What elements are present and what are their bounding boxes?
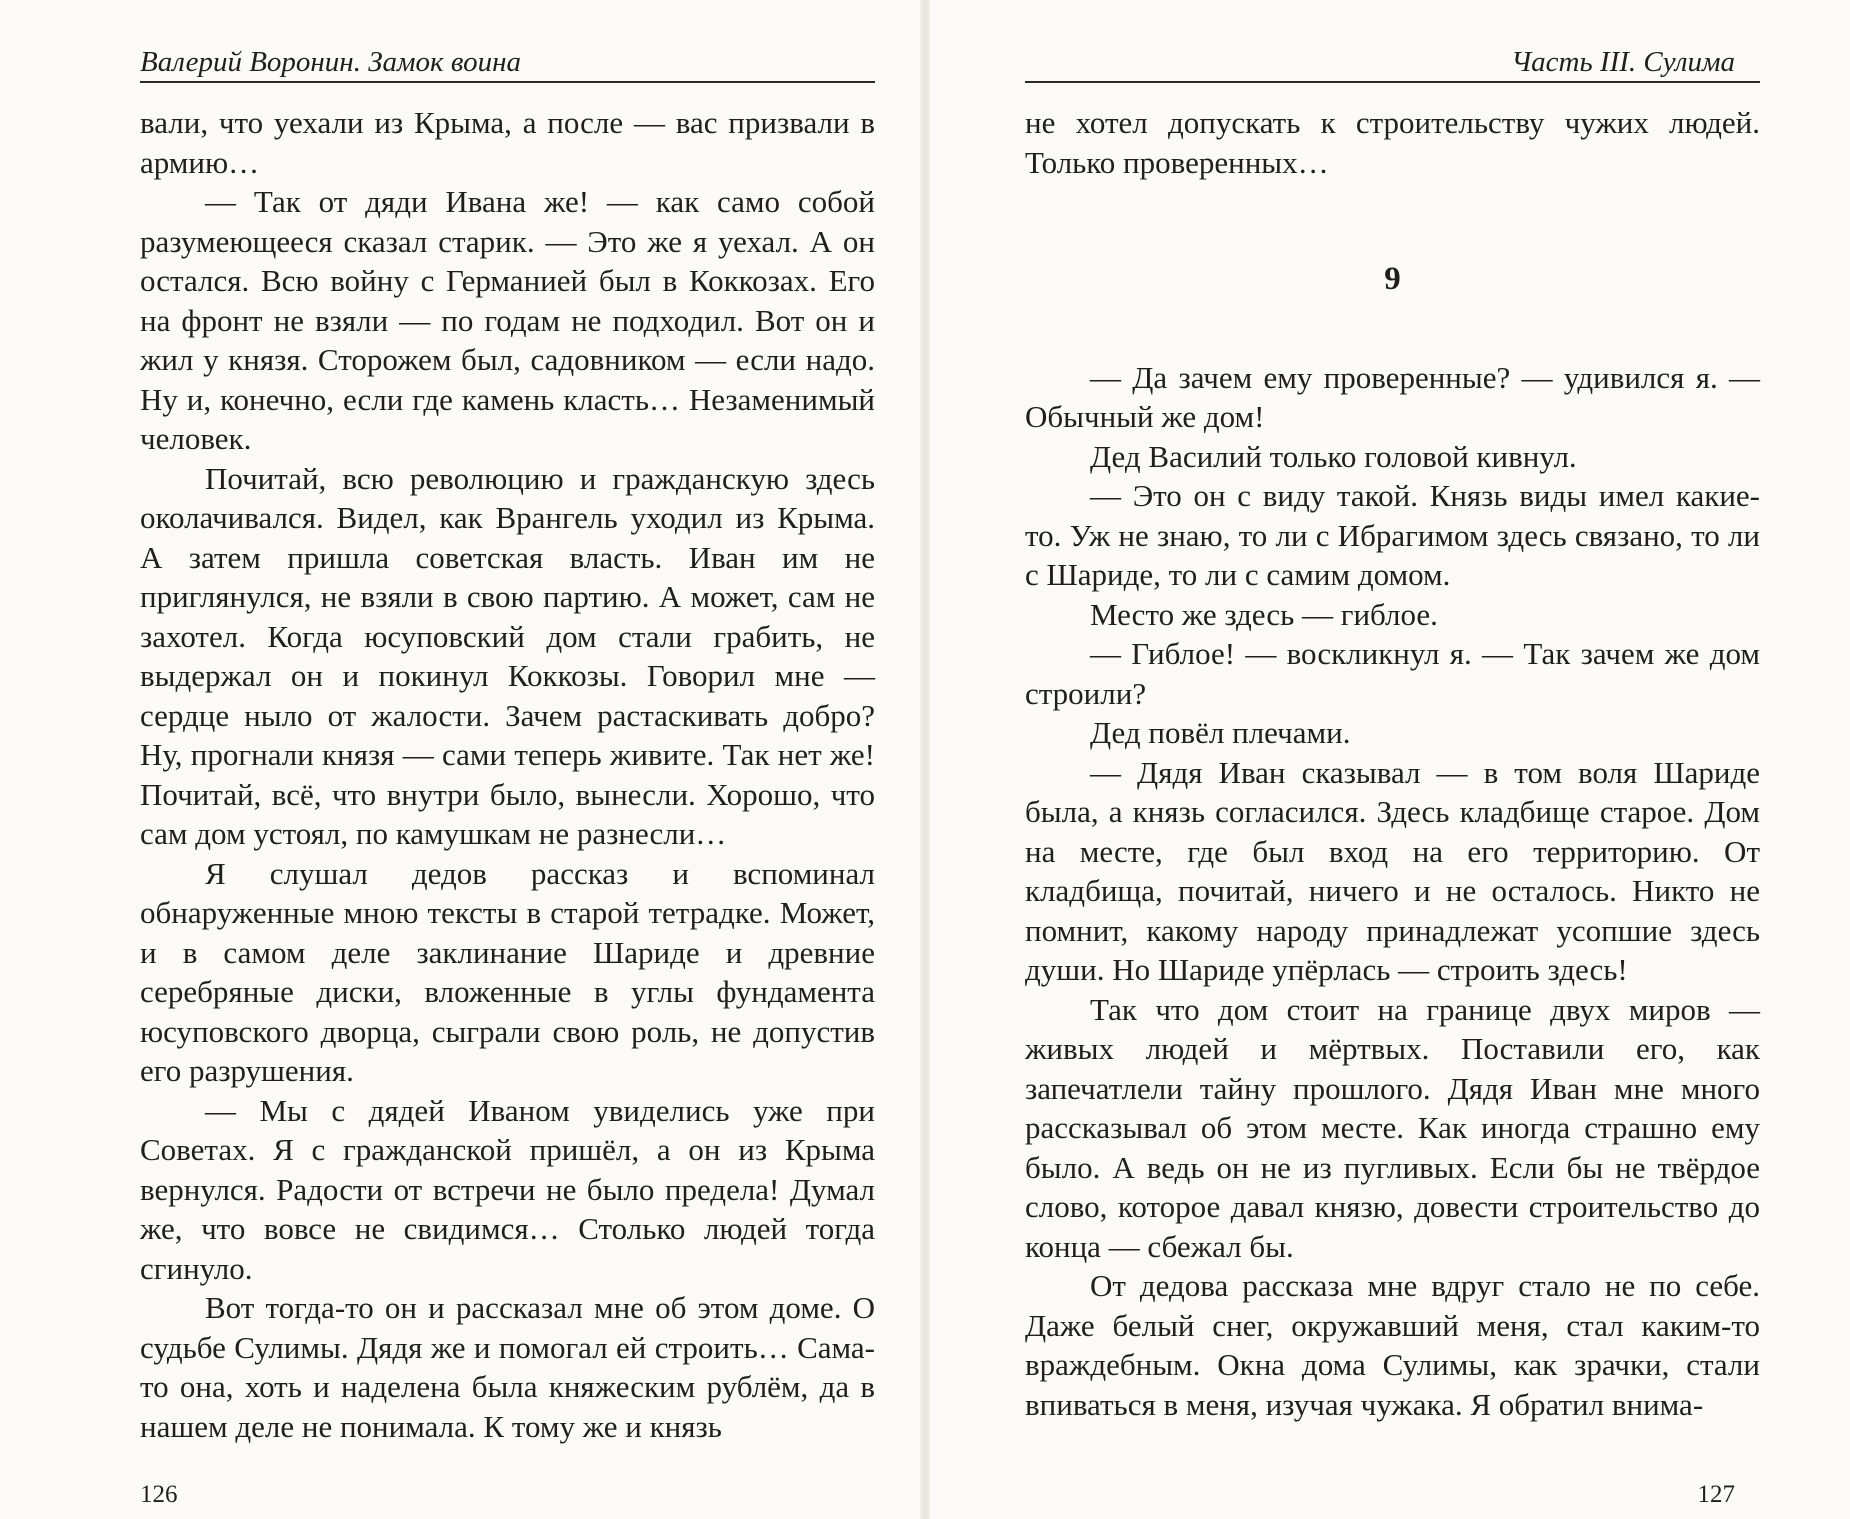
paragraph: — Гиблое! — воскликнул я. — Так зачем же дом строили? bbox=[1025, 636, 1760, 711]
paragraph: — Так от дяди Ивана же! — как само собой разумеющееся сказал старик. — Это же я уехал. А он остался. Всю войну с Германией был в Коккозах. Его на фронт не взяли — по годам не подходил. Вот он и жил у князя. Сторожем был, садовником — если надо. Ну и, конечно, если где камень класть… Незаменимый человек. bbox=[140, 184, 875, 456]
paragraph: вали, что уехали из Крыма, а после — вас призвали в армию… bbox=[140, 105, 875, 180]
header-rule bbox=[140, 81, 875, 83]
paragraph: Я слушал дедов рассказ и вспоминал обнаруженные мною тексты в старой тетрадке. Может, и в самом деле заклинание Шариде и древние серебряные диски, вложенные в углы фундамента юсуповского дворца, сыграли свою роль, не допустив его разрушения. bbox=[140, 855, 875, 1088]
paragraph: — Это он с виду такой. Князь виды имел какие-то. Уж не знаю, то ли с Ибрагимом здесь связано, то ли с Шариде, то ли с самим домом. bbox=[1025, 478, 1760, 592]
paragraph: Почитай, всю революцию и гражданскую здесь околачивался. Видел, как Врангель уходил из Крыма. А затем пришла советская власть. Иван им не приглянулся, не взяли в свою партию. А может, сам не захотел. Когда юсуповский дом стали грабить, не выдержал он и покинул Коккозы. Говорил мне — сердце ныло от жалости. Зачем растаскивать добро? Ну, прогнали князя — сами теперь живите. Так нет же! Почитай, всё, что внутри было, вынесли. Хорошо, что сам дом устоял, по камушкам не разнесли… bbox=[140, 460, 875, 851]
paragraph: — Дядя Иван сказывал — в том воля Шариде была, а князь согласился. Здесь кладбище старое. Дом на месте, где был вход на его территорию. От кладбища, почитай, ничего и не осталось. Никто не помнит, какому народу принадлежат усопшие здесь души. Но Шариде упёрлась — строить здесь! bbox=[1025, 754, 1760, 987]
paragraph: Вот тогда-то он и рассказал мне об этом доме. О судьбе Сулимы. Дядя же и помогал ей строить… Сама-то она, хоть и наделена была княжеским рублём, да в нашем деле не понимала. К тому же и князь bbox=[140, 1290, 875, 1444]
running-head-part-title: Часть III. Сулима bbox=[1511, 46, 1735, 78]
body-text bbox=[1025, 103, 1760, 1424]
paragraph: не хотел допускать к строительству чужих людей. Только проверенных… bbox=[1025, 105, 1760, 180]
running-head-author-title: Валерий Воронин. Замок воина bbox=[140, 46, 521, 78]
page-number: 127 bbox=[1697, 1481, 1735, 1508]
body-text bbox=[140, 103, 875, 1446]
paragraph: — Мы с дядей Иваном увиделись уже при Советах. Я с гражданской пришёл, а он из Крыма вернулся. Радости от встречи не было предела! Думал же, что вовсе не свидимся… Столько людей тогда сгинуло. bbox=[140, 1092, 875, 1286]
paragraph: От дедова рассказа мне вдруг стало не по себе. Даже белый снег, окружавший меня, стал каким-то враждебным. Окна дома Сулимы, как зрачки, стали впиваться в меня, изучая чужака. Я обратил внима- bbox=[1025, 1268, 1760, 1422]
paragraph: Так что дом стоит на границе двух миров — живых людей и мёртвых. Поставили его, как запечатлели тайну прошлого. Дядя Иван мне много рассказывал об этом месте. Как иногда страшно ему было. А ведь он не из пугливых. Если бы не твёрдое слово, которое давал князю, довести строительство до конца — сбежал бы. bbox=[1025, 991, 1760, 1264]
chapter-number: 9 bbox=[1384, 261, 1401, 297]
header-rule bbox=[1025, 81, 1760, 83]
paragraph: Дед Василий только головой кивнул. bbox=[1090, 438, 1577, 474]
paragraph: Место же здесь — гиблое. bbox=[1090, 596, 1438, 632]
paragraph: — Да зачем ему проверенные? — удивился я. — Обычный же дом! bbox=[1025, 359, 1760, 434]
page-number: 126 bbox=[140, 1481, 178, 1508]
right-page bbox=[925, 0, 1850, 1519]
paragraph: Дед повёл плечами. bbox=[1090, 715, 1351, 750]
